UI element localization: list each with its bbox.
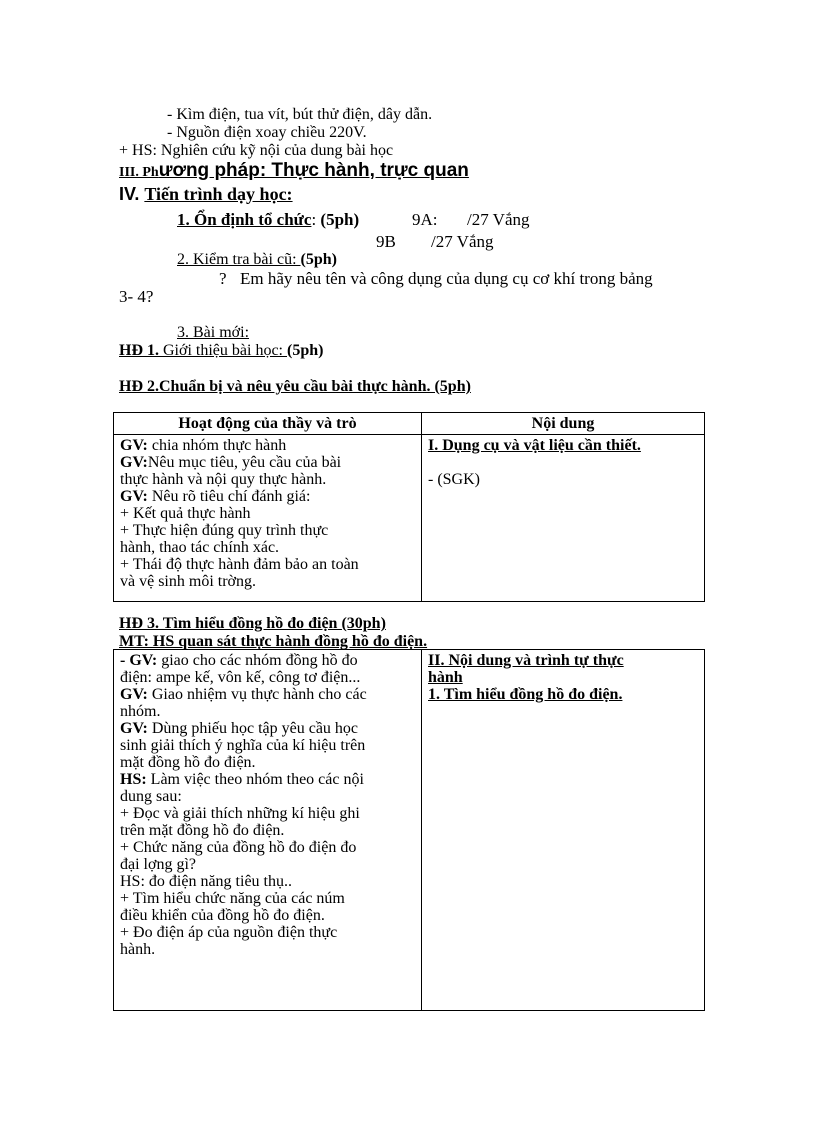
hd1-line [119,342,323,360]
criterion-3: + Thái độ thực hành đảm bảo an toàn [120,556,359,573]
section-4-label: IV. [119,184,145,204]
criterion-3-cont: và vệ sinh môi trờng. [120,573,256,590]
hd3-heading [119,615,386,633]
t2-line-10: + Đọc và giải thích những kí hiệu ghi [120,805,360,822]
col-activities-header: Hoạt động của thầy và trò [114,413,422,435]
criterion-2-cont: hành, thao tác chính xác. [120,539,280,556]
t2-line-18: hành. [120,941,156,958]
table-2-content-cell [422,650,705,1011]
hd1-text: Giới thiệu bài học: [159,342,287,359]
t2-line-3 [120,686,415,703]
gv-line-2 [120,454,415,471]
hd2-heading: HĐ 2.Chuẩn bị và nêu yêu cầu bài thực hành. (5ph) [119,378,471,395]
step-1-title: 1. Ổn định tổ chức [177,210,312,229]
step-2-line [177,251,337,269]
t2-line-17: + Đo điện áp của nguồn điện thực [120,924,338,941]
t2-line-1-text: giao cho các nhóm đồng hồ đo [157,652,358,669]
tools-materials-title: I. Dụng cụ và vật liệu cần thiết. [428,437,641,454]
gv-line-2-cont: thực hành và nội quy thực hành. [120,471,327,488]
t2-line-5-text: Dùng phiếu học tập yêu cầu học [147,720,359,737]
t2-line-13: đại lợng gì? [120,856,196,873]
gv-line-2-text: Nêu mục tiêu, yêu cầu của bài [147,454,342,471]
hd1-label: HĐ 1. [119,342,159,359]
table-1-activities-cell [114,435,422,602]
hd1-time: (5ph) [287,342,324,359]
gv-line-1-text: chia nhóm thực hành [147,437,287,454]
t2-line-3-text: Giao nhiệm vụ thực hành cho các [147,686,367,703]
content-procedure-title-cont: hành [428,669,463,686]
hd3-title: HĐ 3. Tìm hiểu đồng hồ đo điện [119,615,342,632]
question-continuation: 3- 4? [119,287,154,306]
content-procedure-title: II. Nội dung và trình tự thực [428,652,624,669]
gv-label: GV: [120,437,148,454]
t2-line-6: sinh giải thích ý nghĩa của kí hiệu trên [120,737,366,754]
table-2-body-row [114,650,705,1011]
criterion-2: + Thực hiện đúng quy trình thực [120,522,329,539]
step-3-title: 3. Bài mới: [177,324,250,341]
section-4-heading [119,184,293,204]
spacer [428,454,698,471]
class-9a-count: /27 Vắng [467,210,530,229]
t2-line-14: HS: đo điện năng tiêu thụ.. [120,873,292,890]
step-2-title: 2. Kiểm tra bài cũ: [177,251,301,268]
step-1-line [177,211,359,229]
step-1-time: (5ph) [320,210,360,229]
class-9a-label: 9A: [412,210,438,229]
t2-line-9: dung sau: [120,788,182,805]
question-mark: ? [219,269,227,288]
table-2-activities-cell [114,650,422,1011]
gv-line-3-text: Nêu rõ tiêu chí đánh giá: [147,488,311,505]
step-2-time: (5ph) [300,251,337,268]
gv-label: - GV: [120,652,158,669]
t2-line-16: điều khiển của đồng hồ đo điện. [120,907,325,924]
sgk-reference: - (SGK) [428,471,480,488]
t2-line-1 [120,652,415,669]
gv-line-3 [120,488,415,505]
section-3-text: ương pháp: Thực hành, trực quan [158,160,469,181]
t2-line-4: nhóm. [120,703,161,720]
table-1-header-row [114,413,705,435]
criterion-1: + Kết quả thực hành [120,505,251,522]
gv-label: GV: [120,720,148,737]
material-line-2: - Nguồn điện xoay chiều 220V. [167,124,367,141]
t2-line-11: trên mặt đồng hồ đo điện. [120,822,285,839]
section-3-label: III. Ph [119,165,159,180]
t2-line-7: mặt đồng hồ đo điện. [120,754,256,771]
table-1-content-cell [422,435,705,602]
hd3-time: (30ph) [341,615,386,632]
class-9b-count: /27 Vắng [431,232,494,251]
t2-line-12: + Chức năng của đồng hồ đo điện đo [120,839,357,856]
activity-table-2 [113,649,705,1011]
t2-line-5 [120,720,415,737]
gv-line-1 [120,437,415,454]
hd3-objective: MT: HS quan sát thực hành đồng hồ đo điện. [119,633,428,650]
gv-label: GV: [120,686,148,703]
material-line-1: - Kìm điện, tua vít, bút thử điện, dây dẫn. [167,106,433,123]
section-4-text: Tiến trình dạy học: [144,184,293,204]
activity-table-1 [113,412,705,602]
question-text: Em hãy nêu tên và công dụng của dụng cụ cơ khí trong bảng [240,269,653,288]
meter-study-title: 1. Tìm hiểu đồng hồ đo điện. [428,686,623,703]
table-1-body-row [114,435,705,602]
t2-line-8 [120,771,415,788]
gv-label: GV: [120,454,148,471]
t2-line-15: + Tìm hiểu chức năng của các núm [120,890,345,907]
step-1-colon: : [311,210,321,229]
col-content-header: Nội dung [422,413,705,435]
class-9b-label: 9B [376,232,396,251]
t2-line-8-text: Làm việc theo nhóm theo các nội [146,771,364,788]
hs-label: HS: [120,771,147,788]
student-prep-line: + HS: Nghiên cứu kỹ nội của dung bài học [119,142,394,159]
gv-label: GV: [120,488,148,505]
section-3-heading [119,160,469,184]
t2-line-2: điện: ampe kế, vôn kế, công tơ điện... [120,669,361,686]
